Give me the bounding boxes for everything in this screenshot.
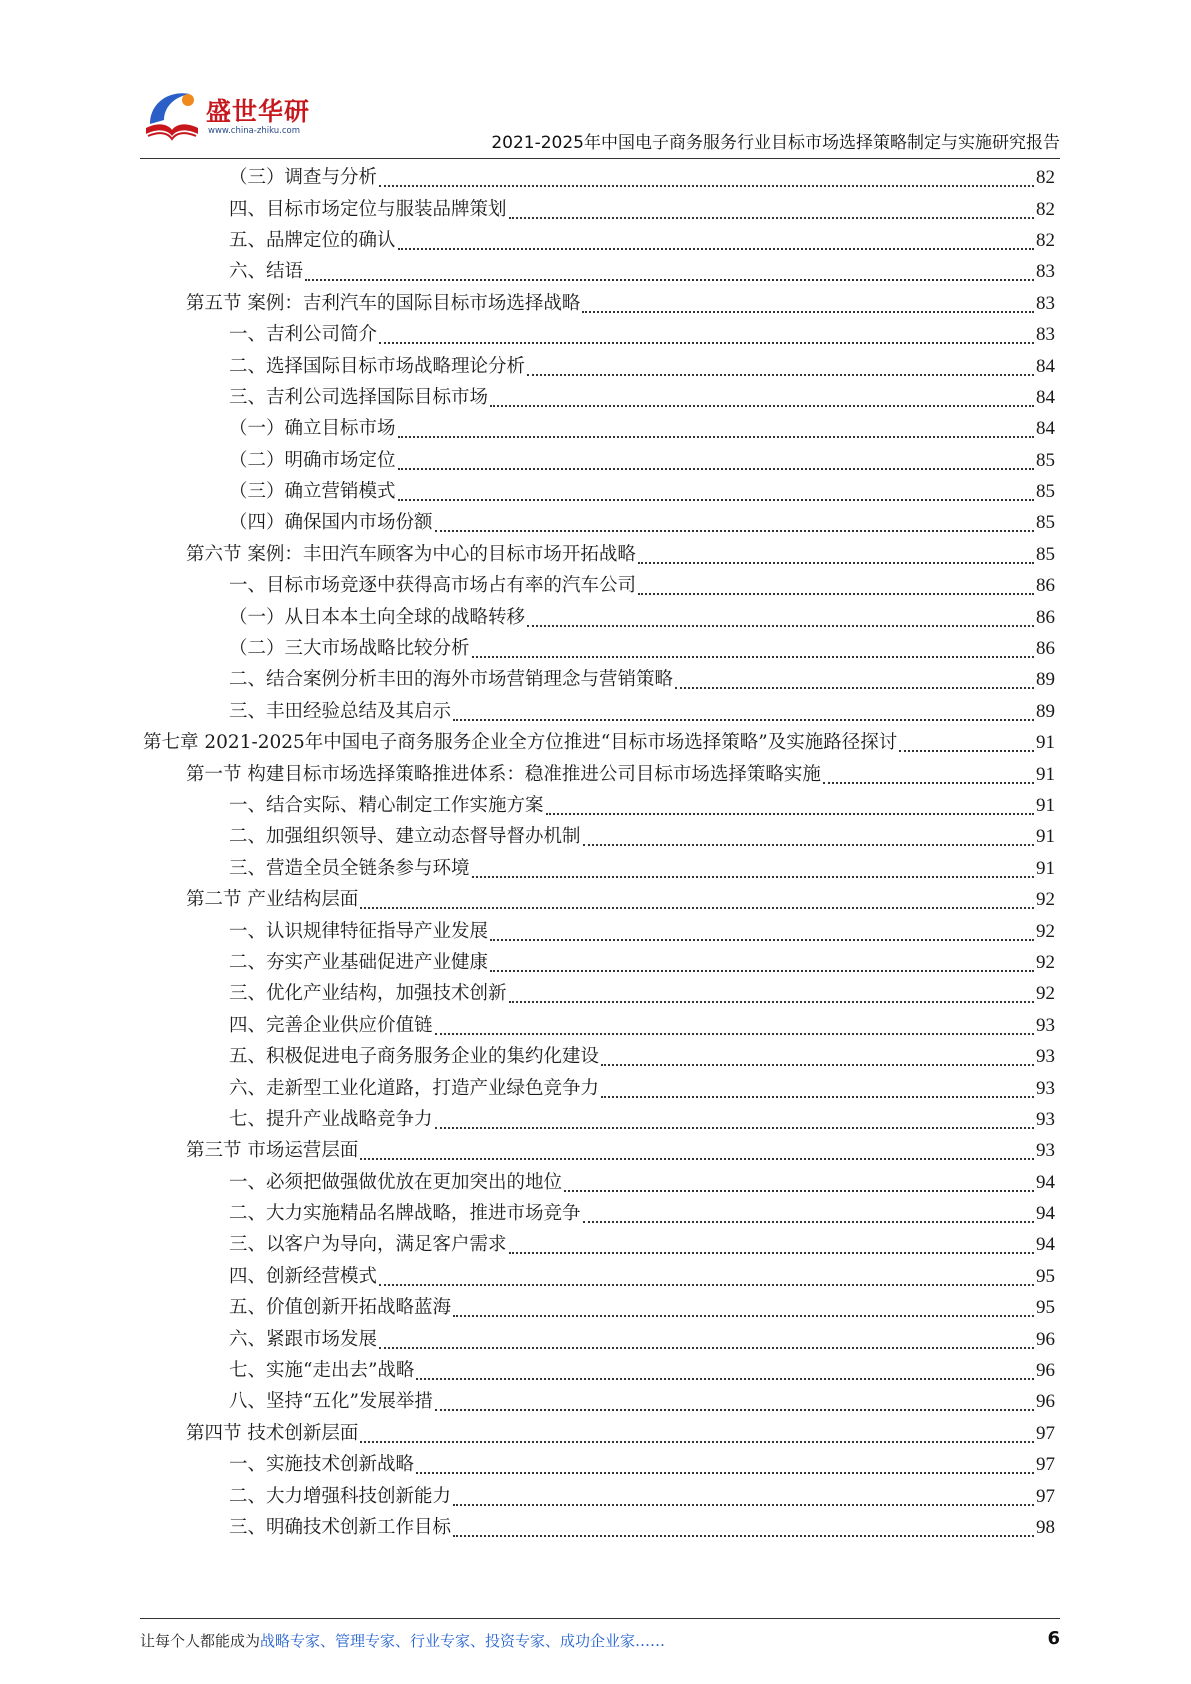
toc-entry[interactable] xyxy=(143,1167,1055,1198)
toc-entry-title: 一、实施技术创新战略 xyxy=(229,1454,415,1476)
toc-leader-dots xyxy=(490,938,1034,941)
toc-entry[interactable] xyxy=(143,821,1055,852)
toc-entry-page: 86 xyxy=(1036,638,1055,660)
toc-entry[interactable] xyxy=(143,570,1055,601)
toc-leader-dots xyxy=(305,278,1034,281)
toc-entry[interactable] xyxy=(143,664,1055,695)
toc-entry-title: 第四节 技术创新层面 xyxy=(186,1422,359,1444)
toc-entry-title: （四）确保国内市场份额 xyxy=(229,512,433,534)
footer-divider xyxy=(140,1618,1060,1619)
toc-entry-title: 二、大力实施精品名牌战略，推进市场竞争 xyxy=(229,1203,581,1225)
toc-leader-dots xyxy=(435,1408,1034,1411)
toc-entry[interactable] xyxy=(143,1418,1055,1449)
toc-entry[interactable] xyxy=(143,382,1055,413)
toc-entry-title: 三、优化产业结构，加强技术创新 xyxy=(229,983,507,1005)
toc-leader-dots xyxy=(472,655,1034,658)
toc-entry-page: 91 xyxy=(1036,795,1055,816)
toc-entry[interactable] xyxy=(143,350,1055,381)
toc-entry-page: 96 xyxy=(1036,1391,1055,1413)
toc-leader-dots xyxy=(379,184,1034,187)
toc-entry-title: 七、实施“走出去”战略 xyxy=(229,1360,415,1382)
toc-leader-dots xyxy=(583,1220,1034,1223)
company-logo xyxy=(140,78,340,150)
toc-entry[interactable] xyxy=(143,225,1055,256)
toc-entry-page: 95 xyxy=(1036,1297,1055,1319)
toc-leader-dots xyxy=(601,1095,1034,1098)
toc-entry-title: 第三节 市场运营层面 xyxy=(186,1140,359,1162)
toc-entry-page: 84 xyxy=(1036,355,1055,377)
table-of-contents xyxy=(143,162,1055,1543)
toc-entry[interactable] xyxy=(143,1449,1055,1480)
toc-entry-title: 二、选择国际目标市场战略理论分析 xyxy=(229,355,526,377)
toc-entry-page: 94 xyxy=(1036,1234,1055,1256)
toc-entry[interactable] xyxy=(143,445,1055,476)
toc-leader-dots xyxy=(509,1251,1034,1254)
toc-leader-dots xyxy=(509,1000,1034,1003)
toc-leader-dots xyxy=(360,1440,1034,1443)
toc-entry-title: 六、结语 xyxy=(229,261,304,283)
toc-entry-page: 91 xyxy=(1036,763,1055,785)
report-title: 2021-2025年中国电子商务服务行业目标市场选择策略制定与实施研究报告 xyxy=(491,133,1060,153)
toc-entry[interactable] xyxy=(143,319,1055,350)
toc-leader-dots xyxy=(435,1126,1034,1129)
toc-leader-dots xyxy=(601,1063,1034,1066)
toc-entry-page: 85 xyxy=(1036,481,1055,503)
toc-entry-page: 82 xyxy=(1036,229,1055,251)
toc-entry-title: 二、夯实产业基础促进产业健康 xyxy=(229,951,489,973)
toc-entry-page: 92 xyxy=(1036,983,1055,1005)
toc-entry[interactable] xyxy=(143,256,1055,287)
toc-entry-title: 三、丰田经验总结及其启示 xyxy=(229,700,452,722)
toc-leader-dots xyxy=(379,1283,1034,1286)
book-swoosh-icon xyxy=(140,84,204,144)
toc-leader-dots xyxy=(823,781,1034,784)
toc-entry-title: 二、大力增强科技创新能力 xyxy=(229,1485,452,1507)
toc-entry-page: 84 xyxy=(1036,386,1055,408)
toc-entry-page: 91 xyxy=(1036,826,1055,848)
toc-leader-dots xyxy=(360,1157,1034,1160)
toc-entry-title: 第二节 产业结构层面 xyxy=(186,889,359,911)
toc-leader-dots xyxy=(398,247,1034,250)
toc-leader-dots xyxy=(453,1314,1034,1317)
toc-entry-title: 三、以客户为导向，满足客户需求 xyxy=(229,1234,507,1256)
toc-leader-dots xyxy=(360,906,1034,909)
toc-entry-title: 第六节 案例：丰田汽车顾客为中心的目标市场开拓战略 xyxy=(186,543,636,565)
toc-leader-dots xyxy=(379,341,1034,344)
toc-entry[interactable] xyxy=(143,1386,1055,1417)
toc-entry-title: 三、吉利公司选择国际目标市场 xyxy=(229,386,489,408)
toc-entry-page: 94 xyxy=(1036,1171,1055,1193)
toc-entry-page: 86 xyxy=(1036,575,1055,597)
toc-entry[interactable] xyxy=(143,1010,1055,1041)
toc-entry-title: 二、结合案例分析丰田的海外市场营销理念与营销策略 xyxy=(229,669,674,691)
toc-leader-dots xyxy=(435,1032,1034,1035)
toc-entry-title: 一、认识规律特征指导产业发展 xyxy=(229,920,489,942)
toc-entry-title: 五、价值创新开拓战略蓝海 xyxy=(229,1297,452,1319)
toc-entry-page: 89 xyxy=(1036,669,1055,691)
toc-leader-dots xyxy=(899,749,1034,752)
toc-entry-page: 83 xyxy=(1036,292,1055,314)
toc-leader-dots xyxy=(379,1346,1034,1349)
toc-entry[interactable] xyxy=(143,288,1055,319)
toc-entry-page: 93 xyxy=(1036,1046,1055,1068)
footer-slogan xyxy=(140,1630,665,1651)
page-footer xyxy=(140,1630,1060,1658)
toc-entry-page: 92 xyxy=(1036,951,1055,973)
toc-entry[interactable] xyxy=(143,1323,1055,1354)
toc-entry[interactable] xyxy=(143,1072,1055,1103)
toc-entry[interactable] xyxy=(143,193,1055,224)
toc-leader-dots xyxy=(416,1377,1034,1380)
page-number: 6 xyxy=(1047,1628,1060,1649)
toc-leader-dots xyxy=(398,467,1034,470)
toc-leader-dots xyxy=(546,812,1034,815)
toc-entry-page: 92 xyxy=(1036,920,1055,942)
toc-entry[interactable] xyxy=(143,1480,1055,1511)
toc-entry[interactable] xyxy=(143,978,1055,1009)
toc-leader-dots xyxy=(582,310,1034,313)
toc-leader-dots xyxy=(472,875,1034,878)
toc-leader-dots xyxy=(638,592,1034,595)
toc-entry-page: 93 xyxy=(1036,1108,1055,1130)
toc-entry-page: 95 xyxy=(1036,1265,1055,1287)
toc-entry[interactable] xyxy=(143,696,1055,727)
toc-leader-dots xyxy=(398,435,1034,438)
toc-entry[interactable] xyxy=(143,413,1055,444)
toc-entry-page: 97 xyxy=(1036,1485,1055,1507)
toc-entry[interactable] xyxy=(143,601,1055,632)
toc-entry-page: 93 xyxy=(1036,1140,1055,1162)
toc-entry[interactable] xyxy=(143,758,1055,789)
toc-entry-page: 96 xyxy=(1036,1328,1055,1350)
toc-entry-page: 89 xyxy=(1036,700,1055,722)
toc-entry[interactable] xyxy=(143,853,1055,884)
toc-entry[interactable] xyxy=(143,539,1055,570)
toc-entry-title: 二、加强组织领导、建立动态督导督办机制 xyxy=(229,826,581,848)
toc-entry-page: 85 xyxy=(1036,449,1055,471)
toc-entry-title: 四、创新经营模式 xyxy=(229,1265,378,1287)
toc-entry[interactable] xyxy=(143,790,1055,821)
toc-entry-title: （一）确立目标市场 xyxy=(229,418,396,440)
toc-entry-page: 82 xyxy=(1036,198,1055,220)
toc-entry-page: 97 xyxy=(1036,1422,1055,1444)
toc-entry[interactable] xyxy=(143,1041,1055,1072)
toc-leader-dots xyxy=(638,561,1034,564)
toc-entry[interactable] xyxy=(143,915,1055,946)
toc-entry[interactable] xyxy=(143,1512,1055,1543)
toc-leader-dots xyxy=(583,843,1034,846)
toc-entry[interactable] xyxy=(143,884,1055,915)
toc-leader-dots xyxy=(453,1503,1034,1506)
toc-entry[interactable] xyxy=(143,1135,1055,1166)
toc-leader-dots xyxy=(416,1471,1034,1474)
toc-entry-page: 85 xyxy=(1036,512,1055,534)
toc-entry-title: 六、走新型工业化道路，打造产业绿色竞争力 xyxy=(229,1077,600,1099)
logo-text: 盛世华研 xyxy=(206,97,311,126)
toc-entry-page: 86 xyxy=(1036,606,1055,628)
toc-leader-dots xyxy=(490,969,1034,972)
toc-entry-title: 七、提升产业战略竞争力 xyxy=(229,1108,433,1130)
toc-entry-page: 98 xyxy=(1036,1516,1055,1538)
toc-entry-page: 97 xyxy=(1036,1454,1055,1476)
toc-entry[interactable] xyxy=(143,1355,1055,1386)
toc-entry-title: 四、完善企业供应价值链 xyxy=(229,1014,433,1036)
toc-leader-dots xyxy=(435,529,1034,532)
toc-entry-title: （二）明确市场定位 xyxy=(229,449,396,471)
header-divider xyxy=(140,158,1060,159)
toc-entry-title: （二）三大市场战略比较分析 xyxy=(229,638,470,660)
toc-leader-dots xyxy=(527,624,1034,627)
toc-entry[interactable] xyxy=(143,727,1055,758)
toc-entry[interactable] xyxy=(143,633,1055,664)
toc-entry-title: 五、品牌定位的确认 xyxy=(229,229,396,251)
toc-entry-title: 五、积极促进电子商务服务企业的集约化建设 xyxy=(229,1046,600,1068)
toc-entry-page: 92 xyxy=(1036,889,1055,911)
toc-entry[interactable] xyxy=(143,162,1055,193)
toc-entry-page: 82 xyxy=(1036,167,1055,189)
toc-entry-page: 94 xyxy=(1036,1203,1055,1225)
toc-entry-page: 93 xyxy=(1036,1077,1055,1099)
slogan-prefix: 让每个人都能成为 xyxy=(140,1632,261,1650)
toc-entry-page: 83 xyxy=(1036,261,1055,283)
toc-entry-page: 85 xyxy=(1036,543,1055,565)
toc-entry-title: 第五节 案例：吉利汽车的国际目标市场选择战略 xyxy=(186,292,581,314)
toc-entry[interactable] xyxy=(143,1104,1055,1135)
toc-leader-dots xyxy=(398,498,1034,501)
toc-entry-page: 93 xyxy=(1036,1014,1055,1036)
toc-entry-title: （一）从日本本土向全球的战略转移 xyxy=(229,606,526,628)
toc-entry[interactable] xyxy=(143,947,1055,978)
toc-entry-page: 91 xyxy=(1036,857,1055,879)
toc-entry-title: 一、结合实际、精心制定工作实施方案 xyxy=(229,795,544,816)
toc-entry[interactable] xyxy=(143,476,1055,507)
toc-entry-title: 三、明确技术创新工作目标 xyxy=(229,1516,452,1538)
toc-entry-title: 第一节 构建目标市场选择策略推进体系：稳准推进公司目标市场选择策略实施 xyxy=(186,763,821,785)
toc-leader-dots xyxy=(453,718,1034,721)
page-header xyxy=(140,78,1060,160)
toc-leader-dots xyxy=(453,1534,1034,1537)
toc-entry[interactable] xyxy=(143,1198,1055,1229)
toc-leader-dots xyxy=(675,686,1034,689)
toc-entry-title: 一、必须把做强做优放在更加突出的地位 xyxy=(229,1171,563,1193)
toc-leader-dots xyxy=(564,1189,1034,1192)
toc-entry-title: 八、坚持“五化”发展举措 xyxy=(229,1391,433,1413)
toc-entry[interactable] xyxy=(143,507,1055,538)
toc-leader-dots xyxy=(527,373,1034,376)
logo-url: www.china-zhiku.com xyxy=(208,126,300,136)
toc-entry[interactable] xyxy=(143,1261,1055,1292)
toc-entry-page: 83 xyxy=(1036,324,1055,346)
toc-entry-title: 六、紧跟市场发展 xyxy=(229,1328,378,1350)
slogan-roles: 战略专家、管理专家、行业专家、投资专家、成功企业家…… xyxy=(260,1632,666,1650)
toc-leader-dots xyxy=(490,404,1034,407)
toc-entry-title: 一、目标市场竞逐中获得高市场占有率的汽车公司 xyxy=(229,575,637,597)
toc-entry-page: 91 xyxy=(1036,732,1055,754)
toc-entry-title: 第七章 2021-2025年中国电子商务服务企业全方位推进“目标市场选择策略”及实施路径探讨 xyxy=(143,732,898,754)
toc-leader-dots xyxy=(509,216,1034,219)
toc-entry[interactable] xyxy=(143,1292,1055,1323)
toc-entry-title: 一、吉利公司简介 xyxy=(229,324,378,346)
toc-entry-title: 四、目标市场定位与服装品牌策划 xyxy=(229,198,507,220)
toc-entry-page: 96 xyxy=(1036,1360,1055,1382)
toc-entry-title: （三）调查与分析 xyxy=(229,167,378,189)
toc-entry-page: 84 xyxy=(1036,418,1055,440)
toc-entry-title: 三、营造全员全链条参与环境 xyxy=(229,857,470,879)
toc-entry-title: （三）确立营销模式 xyxy=(229,481,396,503)
toc-entry[interactable] xyxy=(143,1229,1055,1260)
